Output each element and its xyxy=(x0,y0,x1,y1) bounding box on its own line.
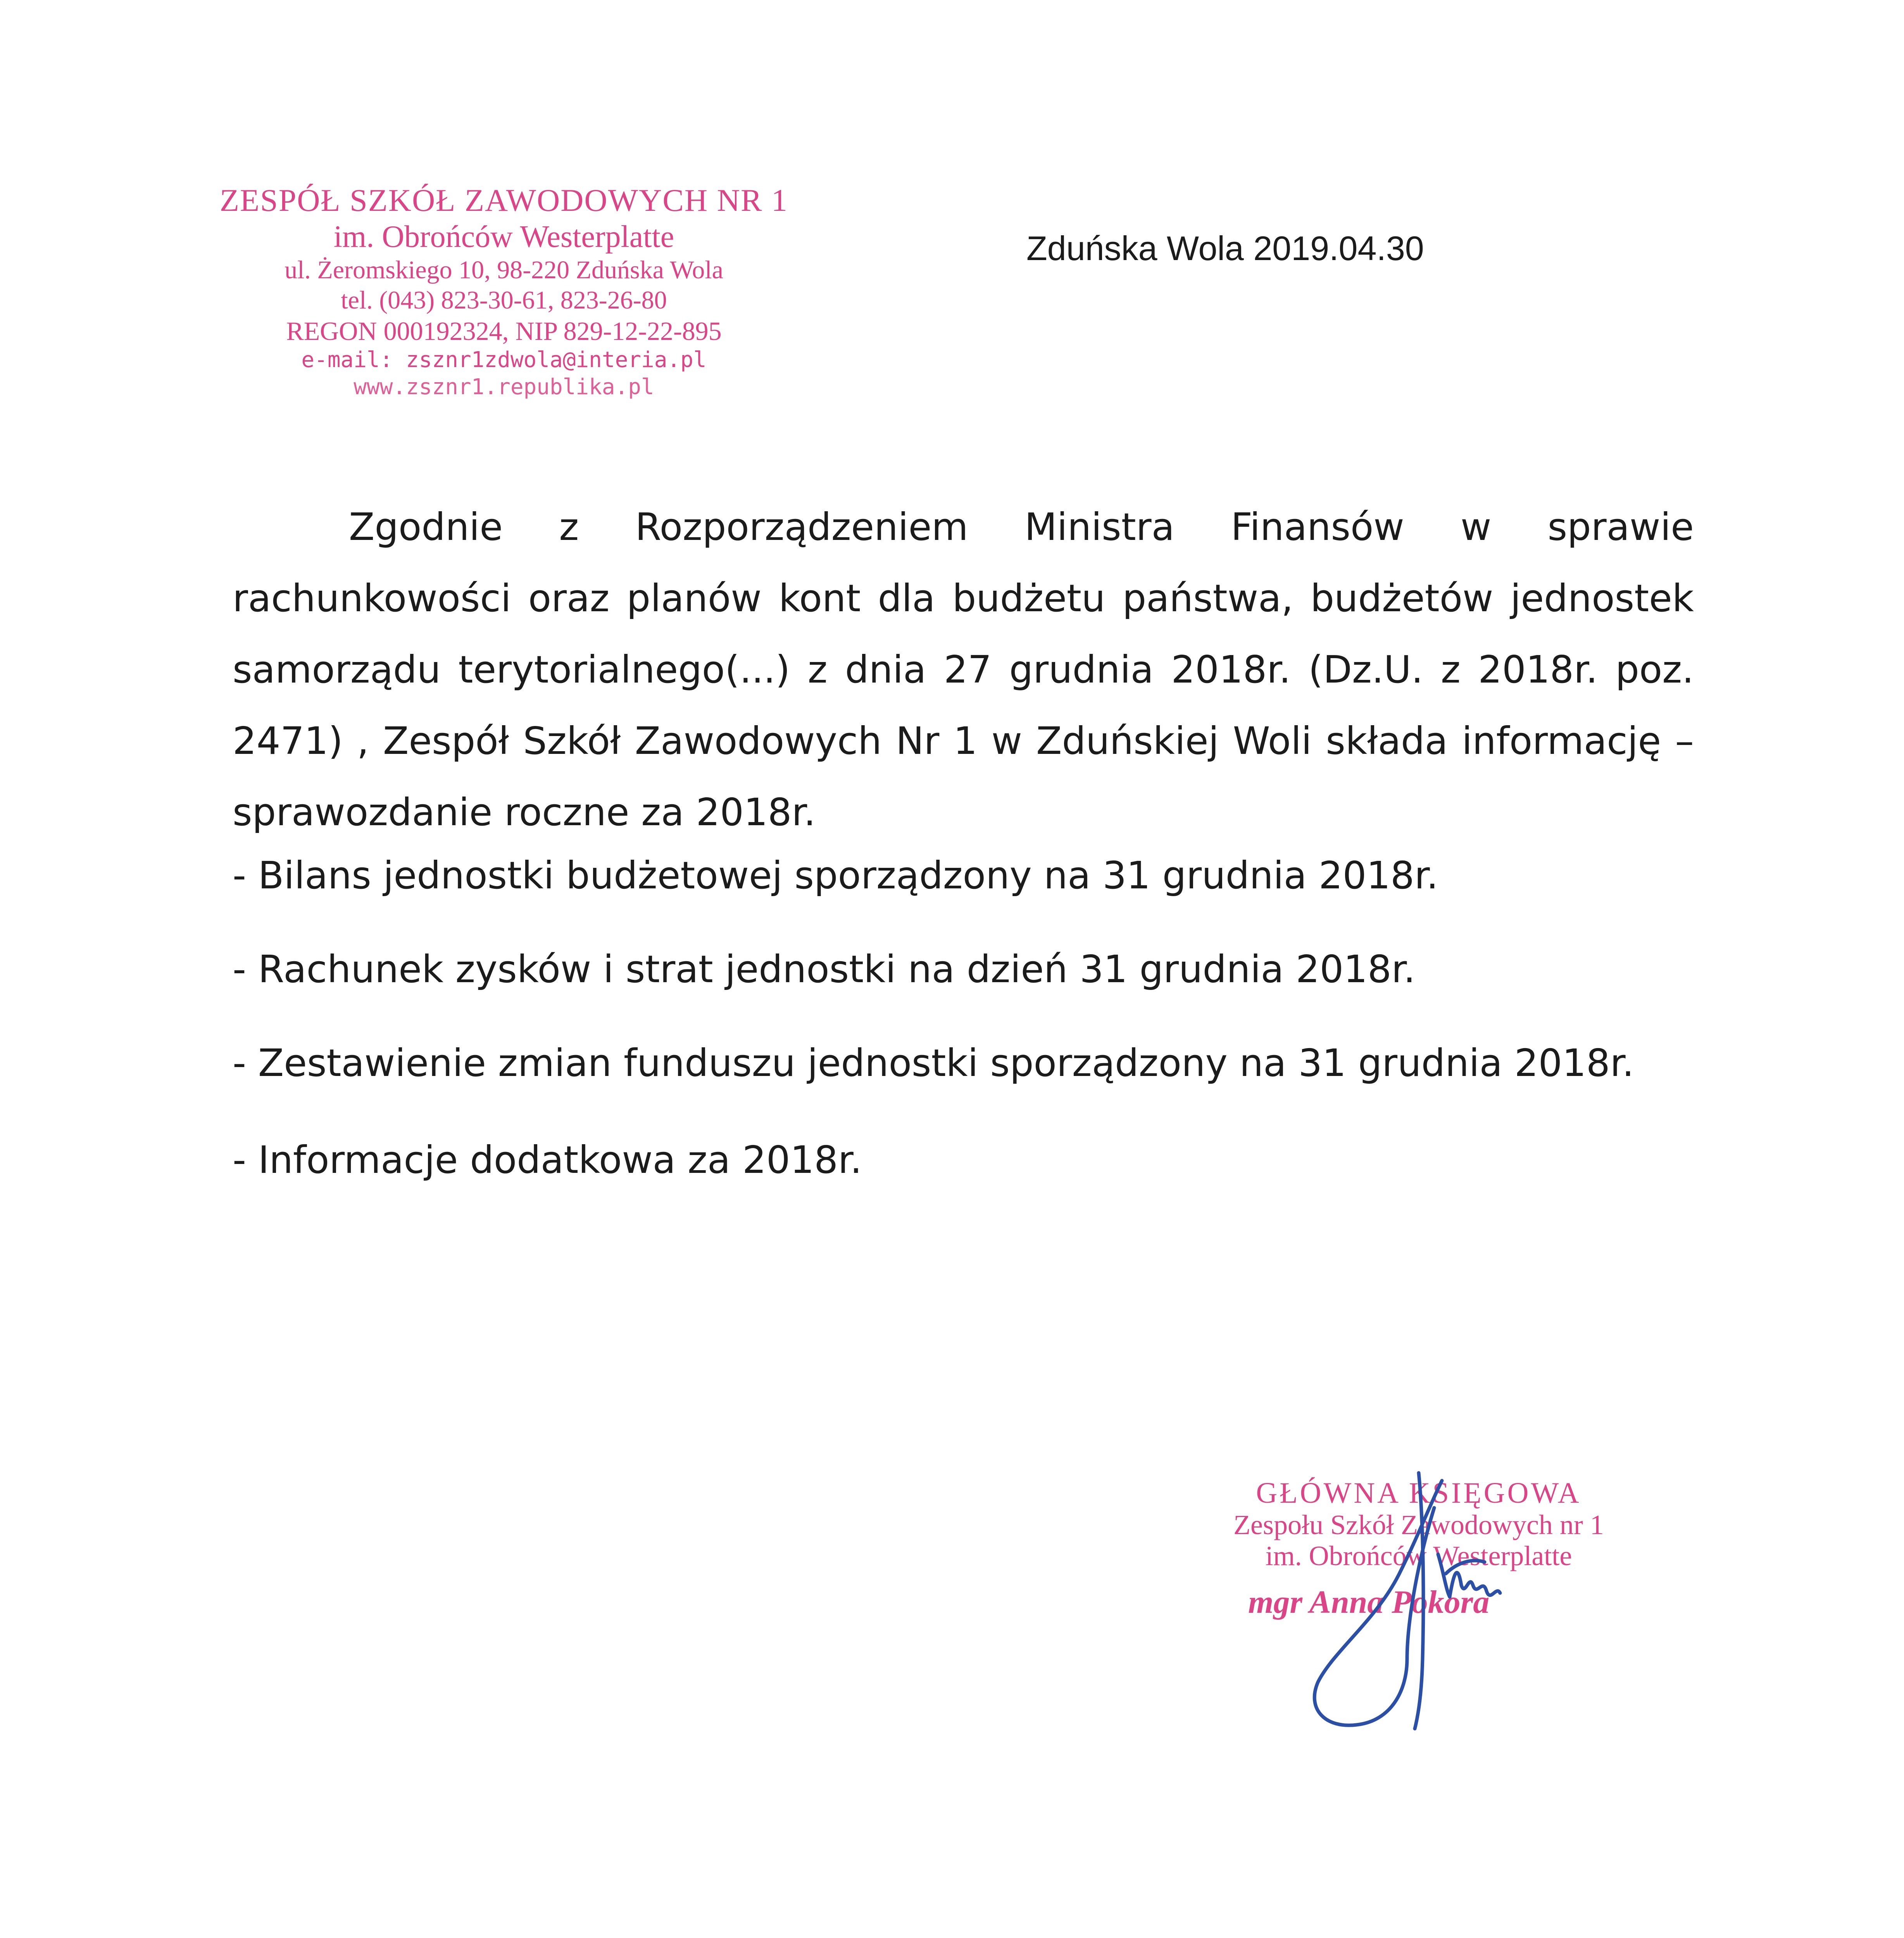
school-address: ul. Żeromskiego 10, 98-220 Zduńska Wola xyxy=(285,256,723,284)
handwritten-signature xyxy=(1291,1457,1585,1736)
school-letterhead-stamp xyxy=(217,182,791,401)
school-website: www.zsznr1.republika.pl xyxy=(354,374,654,400)
school-email: e-mail: zsznr1zdwola@interia.pl xyxy=(301,347,707,372)
accountant-patron: im. Obrońców Westerplatte xyxy=(1265,1540,1572,1571)
accountant-unit: Zespołu Szkół Zawodowych nr 1 xyxy=(1233,1509,1604,1540)
report-item-balance-sheet: - Bilans jednostki budżetowej sporządzony na 31 grudnia 2018r. xyxy=(233,853,1438,897)
report-item-fund-changes: - Zestawienie zmian funduszu jednostki sporządzony na 31 grudnia 2018r. xyxy=(233,1041,1634,1085)
signature-flourish xyxy=(1446,1560,1485,1574)
report-item-profit-loss: - Rachunek zysków i strat jednostki na dzień 31 grudnia 2018r. xyxy=(233,947,1416,991)
place-and-date: Zduńska Wola 2019.04.30 xyxy=(1026,229,1424,267)
report-item-additional-info: - Informacje dodatkowa za 2018r. xyxy=(233,1138,862,1182)
school-name: ZESPÓŁ SZKÓŁ ZAWODOWYCH NR 1 xyxy=(219,183,788,218)
accountant-name: mgr Anna Pokora xyxy=(1248,1584,1490,1620)
intro-paragraph: Zgodnie z Rozporządzeniem Ministra Finansów w sprawie rachunkowości oraz planów kont dla budżetu państwa, budżetów jednostek samorządu terytorialnego(...) z dnia 27 grudnia 2018r. (Dz.U. z 2018r. poz. 2471) , Zespół Szkół Zawodowych Nr 1 w Zduńskiej Woli składa informację – sprawozdanie roczne za 2018r. xyxy=(233,505,1694,834)
school-patron: im. Obrońców Westerplatte xyxy=(333,220,674,254)
signature-vertical-stroke xyxy=(1415,1473,1423,1729)
school-phone: tel. (043) 823-30-61, 823-26-80 xyxy=(341,286,667,314)
school-regon-nip: REGON 000192324, NIP 829-12-22-895 xyxy=(286,316,722,346)
accountant-title: GŁÓWNA KSIĘGOWA xyxy=(1256,1477,1581,1509)
